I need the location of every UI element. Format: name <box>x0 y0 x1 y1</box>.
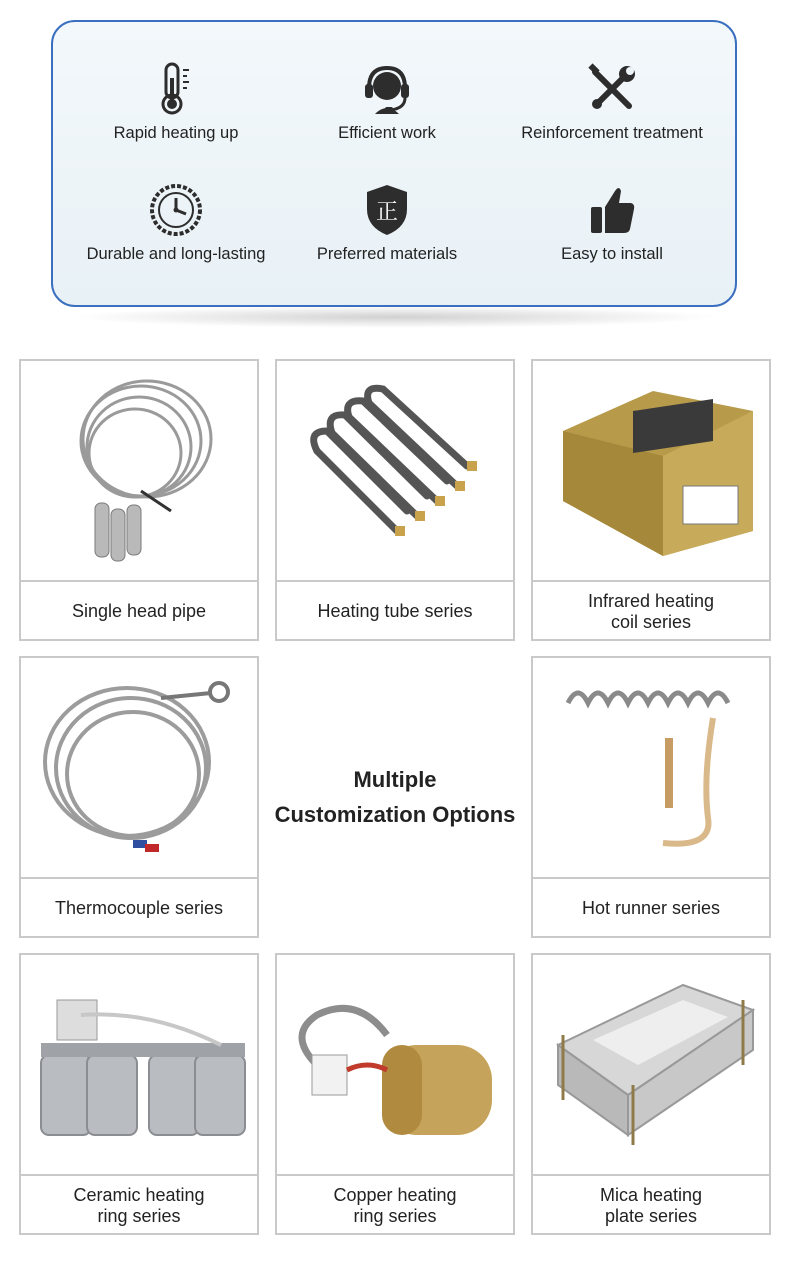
product-image <box>21 658 257 877</box>
product-image <box>533 955 769 1174</box>
product-card-heating-tube[interactable] <box>275 359 515 641</box>
product-card-infrared-coil[interactable] <box>531 359 771 641</box>
caption-line-2: ring series <box>353 1205 437 1226</box>
feature-label: Rapid heating up <box>113 124 239 142</box>
product-card-single-head-pipe[interactable] <box>19 359 259 641</box>
clock-icon <box>66 181 286 237</box>
wrench-screwdriver-icon <box>502 60 722 116</box>
feature-label: Easy to install <box>561 245 663 263</box>
feature-durable <box>66 181 286 264</box>
caption-line-1: Hot runner series <box>581 898 721 918</box>
product-caption <box>21 877 257 938</box>
product-image <box>21 361 257 580</box>
product-image <box>533 658 769 877</box>
product-image <box>533 361 769 580</box>
thumbs-up-icon <box>502 181 722 237</box>
product-caption <box>277 580 513 641</box>
feature-reinforcement <box>502 60 722 143</box>
customization-heading <box>262 762 528 832</box>
caption-line-2: plate series <box>604 1205 698 1226</box>
caption-line-1: Copper heating <box>333 1184 457 1205</box>
product-image <box>277 361 513 580</box>
product-caption <box>21 1174 257 1235</box>
caption-line-2: coil series <box>610 611 692 632</box>
feature-rapid-heating <box>66 60 286 143</box>
product-caption <box>277 1174 513 1235</box>
feature-label: Durable and long-lasting <box>86 245 266 263</box>
feature-label: Preferred materials <box>316 245 458 263</box>
thermometer-icon <box>66 60 286 116</box>
caption-line-1: Ceramic heating <box>73 1184 205 1205</box>
product-card-ceramic-ring[interactable] <box>19 953 259 1235</box>
shield-glyph: 正 <box>375 200 399 225</box>
caption-line-2: ring series <box>97 1205 181 1226</box>
feature-preferred-materials <box>277 181 497 264</box>
feature-efficient-work <box>277 60 497 143</box>
caption-line-1: Mica heating <box>599 1184 703 1205</box>
product-caption <box>533 1174 769 1235</box>
product-caption <box>21 580 257 641</box>
product-image <box>277 955 513 1174</box>
caption-line-1: Heating tube series <box>317 601 473 621</box>
product-card-mica-plate[interactable] <box>531 953 771 1235</box>
feature-label: Reinforcement treatment <box>521 124 703 142</box>
caption-line-1: Thermocouple series <box>54 898 224 918</box>
feature-easy-install <box>502 181 722 264</box>
headset-icon <box>277 60 497 116</box>
caption-line-1: Infrared heating <box>587 590 715 611</box>
shield-icon <box>277 181 497 237</box>
product-card-thermocouple[interactable] <box>19 656 259 938</box>
panel-shadow <box>70 306 720 328</box>
product-card-hot-runner[interactable] <box>531 656 771 938</box>
heading-line-2: Customization Options <box>274 802 516 827</box>
feature-label: Efficient work <box>338 124 436 142</box>
heading-line-1: Multiple <box>353 767 437 792</box>
product-card-copper-ring[interactable] <box>275 953 515 1235</box>
caption-line-1: Single head pipe <box>71 601 207 621</box>
product-caption <box>533 877 769 938</box>
product-caption <box>533 580 769 641</box>
product-image <box>21 955 257 1174</box>
